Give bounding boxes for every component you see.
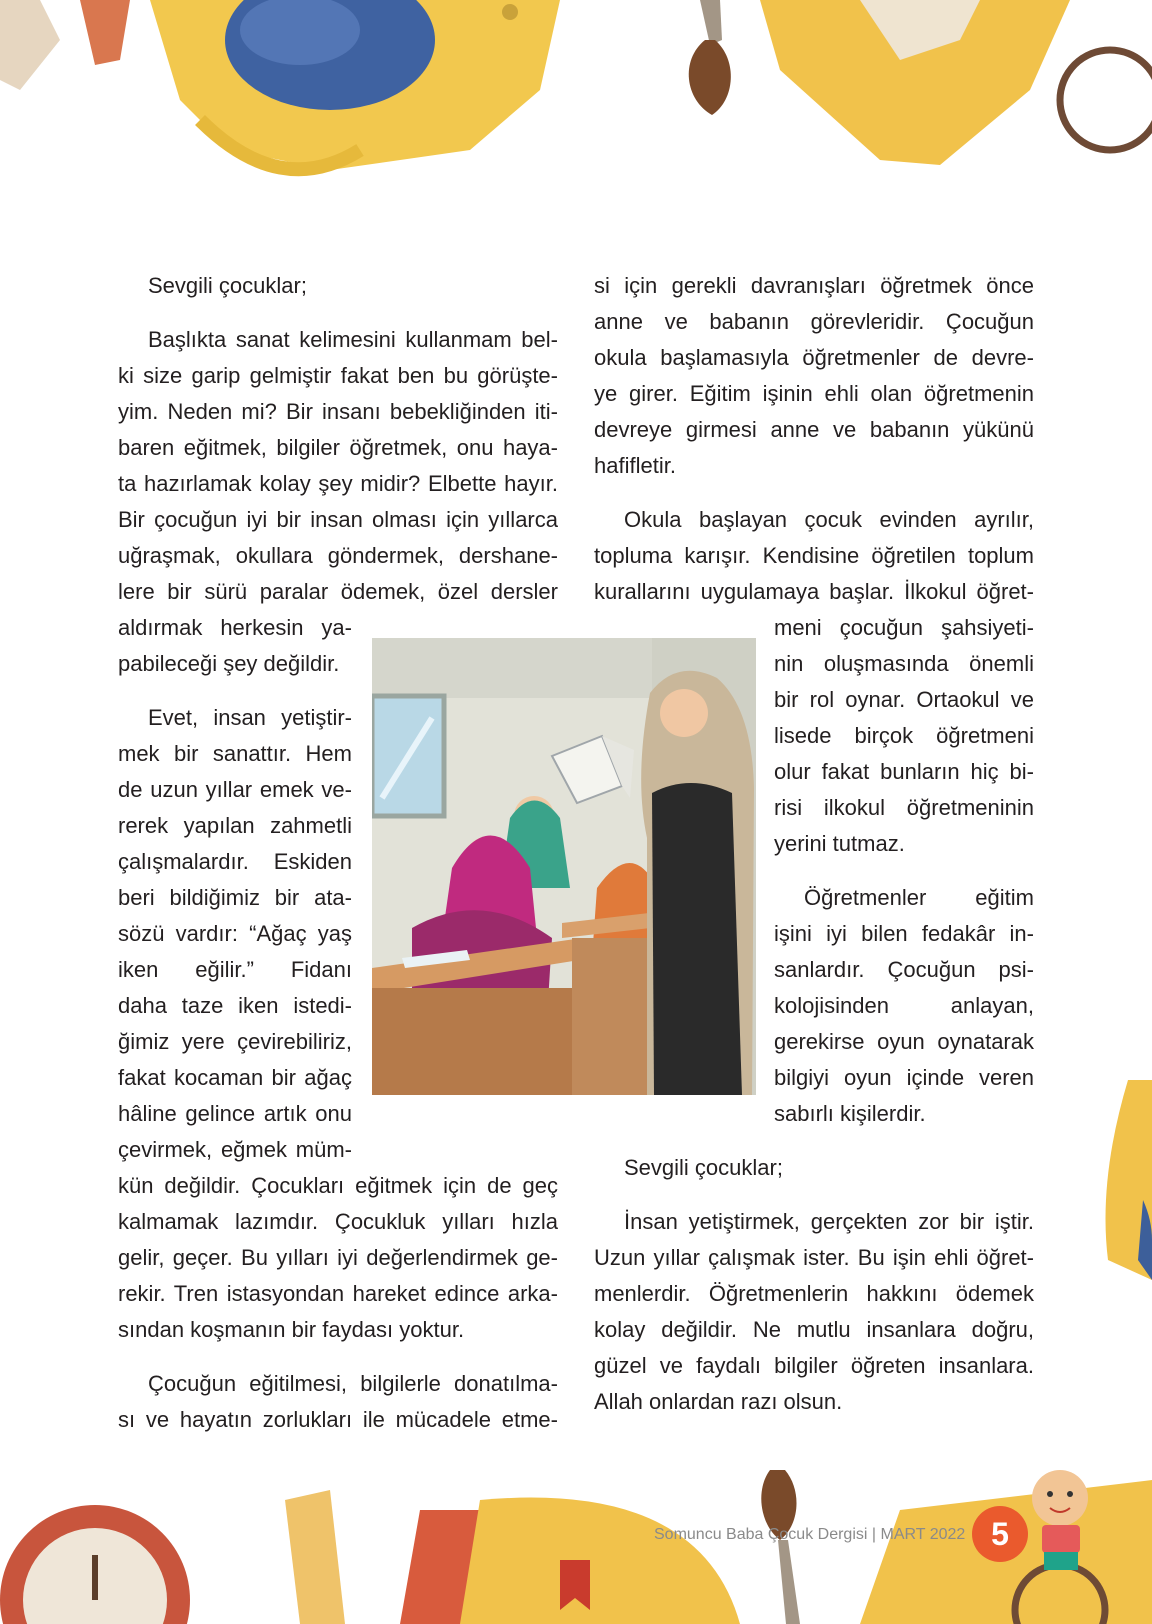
magazine-name: Somuncu Baba Çocuk Dergisi — [654, 1526, 868, 1543]
left-text-line: rekir. Tren istasyondan hareket edince arka- — [118, 1281, 558, 1306]
right-text-line: si için gerekli davranışları öğretmek önce — [594, 273, 1034, 298]
left-text-line: beri bildiğimiz bir ata- — [118, 885, 352, 910]
left-text-line: lere bir sürü paralar ödemek, özel dersler — [118, 579, 558, 604]
left-text-line: Başlıkta sanat kelimesini kullanmam bel- — [148, 327, 558, 352]
right-text-line: Uzun yıllar çalışmak ister. Bu işin ehli öğret- — [594, 1245, 1034, 1270]
right-text-line: kurallarını uygulamaya başlar. İlkokul öğret- — [594, 579, 1034, 604]
left-text-line: kalmamak lazımdır. Çocukluk yılları hızla — [118, 1209, 558, 1234]
left-text-line: Bir çocuğun iyi bir insan olması için yıllarca — [118, 507, 558, 532]
right-text-line: bir rol oynar. Ortaokul ve — [774, 687, 1034, 712]
right-text-line: anne ve babanın görevleridir. Çocuğun — [594, 309, 1034, 334]
right-text-line: hafifletir. — [594, 453, 676, 478]
school-supplies-illustration — [0, 0, 1152, 180]
right-text-line: İnsan yetiştirmek, gerçekten zor bir iştir. — [624, 1209, 1034, 1234]
left-text-line: hâline gelince artık onu — [118, 1101, 352, 1126]
left-text-line: kün değildir. Çocukları eğitmek için de geç — [118, 1173, 558, 1198]
right-text-line: risi ilkokul öğretmeninin — [774, 795, 1034, 820]
left-text-line: Evet, insan yetiştir- — [148, 705, 352, 730]
right-text-line: güzel ve faydalı bilgiler öğreten insanlara. — [594, 1353, 1034, 1378]
right-text-line: ye girer. Eğitim işinin ehli olan öğretmenin — [594, 381, 1034, 406]
right-text-line: sabırlı kişilerdir. — [774, 1101, 926, 1126]
left-text-line: ğimiz yere çevirebiliriz, — [118, 1029, 352, 1054]
right-text-line: devreye girmesi anne ve babanın yükünü — [594, 417, 1034, 442]
left-text-line: rerek yapılan zahmetli — [118, 813, 352, 838]
classroom-illustration — [372, 638, 756, 1095]
page-number-badge: 5 — [972, 1506, 1028, 1562]
right-text-line: Allah onlardan razı olsun. — [594, 1389, 843, 1414]
left-text-line: aldırmak herkesin ya- — [118, 615, 352, 640]
left-text-line: ki size garip gelmiştir fakat ben bu görüşte- — [118, 363, 558, 388]
left-text-line: gelir, geçer. Bu yılları iyi değerlendirmek ge- — [118, 1245, 558, 1270]
right-text-line: meni çocuğun şahsiyeti- — [774, 615, 1034, 640]
footer-magazine-info — [654, 1526, 965, 1544]
right-text-line: menlerdir. Öğretmenlerin hakkını ödemek — [594, 1281, 1034, 1306]
right-text-line: kolay değildir. Ne mutlu insanlara doğru, — [594, 1317, 1034, 1342]
right-text-line: olur fakat bunların hiç bi- — [774, 759, 1034, 784]
left-text-line: fakat kocaman bir ağaç — [118, 1065, 352, 1090]
right-text-line: kolojisinden anlayan, — [774, 993, 1034, 1018]
right-text-line: okula başlamasıyla öğretmenler de devre- — [594, 345, 1034, 370]
left-text-line: pabileceği şey değildir. — [118, 651, 340, 676]
right-text-line: topluma karışır. Kendisine öğretilen toplum — [594, 543, 1034, 568]
left-text-line: daha taze iken istedi- — [118, 993, 352, 1018]
left-text-line: yim. Neden mi? Bir insanı bebekliğinden iti- — [118, 399, 558, 424]
right-text-line: bilgiyi oyun içinde veren — [774, 1065, 1034, 1090]
right-text-line: Okula başlayan çocuk evinden ayrılır, — [624, 507, 1034, 532]
left-text-line: sından koşmanın bir faydası yoktur. — [118, 1317, 465, 1342]
right-text-line: yerini tutmaz. — [774, 831, 905, 856]
left-text-line: baren eğitmek, bilgiler öğretmek, onu haya- — [118, 435, 558, 460]
left-text-line: çalışmalardır. Eskiden — [118, 849, 352, 874]
right-text-line: lisede birçok öğretmeni — [774, 723, 1034, 748]
right-text-line: Sevgili çocuklar; — [624, 1155, 783, 1180]
right-text-line: sanlardır. Çocuğun psi- — [774, 957, 1034, 982]
left-text-line: mek bir sanattır. Hem — [118, 741, 352, 766]
right-text-line: gerekirse oyun oynatarak — [774, 1029, 1034, 1054]
left-text-line: çevirmek, eğmek müm- — [118, 1137, 352, 1162]
right-text-line: Öğretmenler eğitim — [804, 885, 1034, 910]
left-text-line: Çocuğun eğitilmesi, bilgilerle donatılma- — [148, 1371, 558, 1396]
issue-month: MART 2022 — [880, 1526, 966, 1543]
left-text-line: sözü vardır: “Ağaç yaş — [118, 921, 352, 946]
right-text-line: işini iyi bilen fedakâr in- — [774, 921, 1034, 946]
left-text-line: de uzun yıllar emek ve- — [118, 777, 352, 802]
left-text-line: sı ve hayatın zorlukları ile mücadele etme- — [118, 1407, 558, 1432]
right-edge-decoration — [1088, 1080, 1152, 1280]
left-text-line: ta hazırlamak kolay şey midir? Elbette hayır. — [118, 471, 558, 496]
footer-separator: | — [871, 1526, 877, 1543]
left-text-line: iken eğilir.” Fidanı — [118, 957, 352, 982]
left-text-line: Sevgili çocuklar; — [148, 273, 307, 298]
left-text-line: uğraşmak, okullara göndermek, dershane- — [118, 543, 558, 568]
right-text-line: nin oluşmasında önemli — [774, 651, 1034, 676]
top-decoration — [0, 0, 1152, 180]
